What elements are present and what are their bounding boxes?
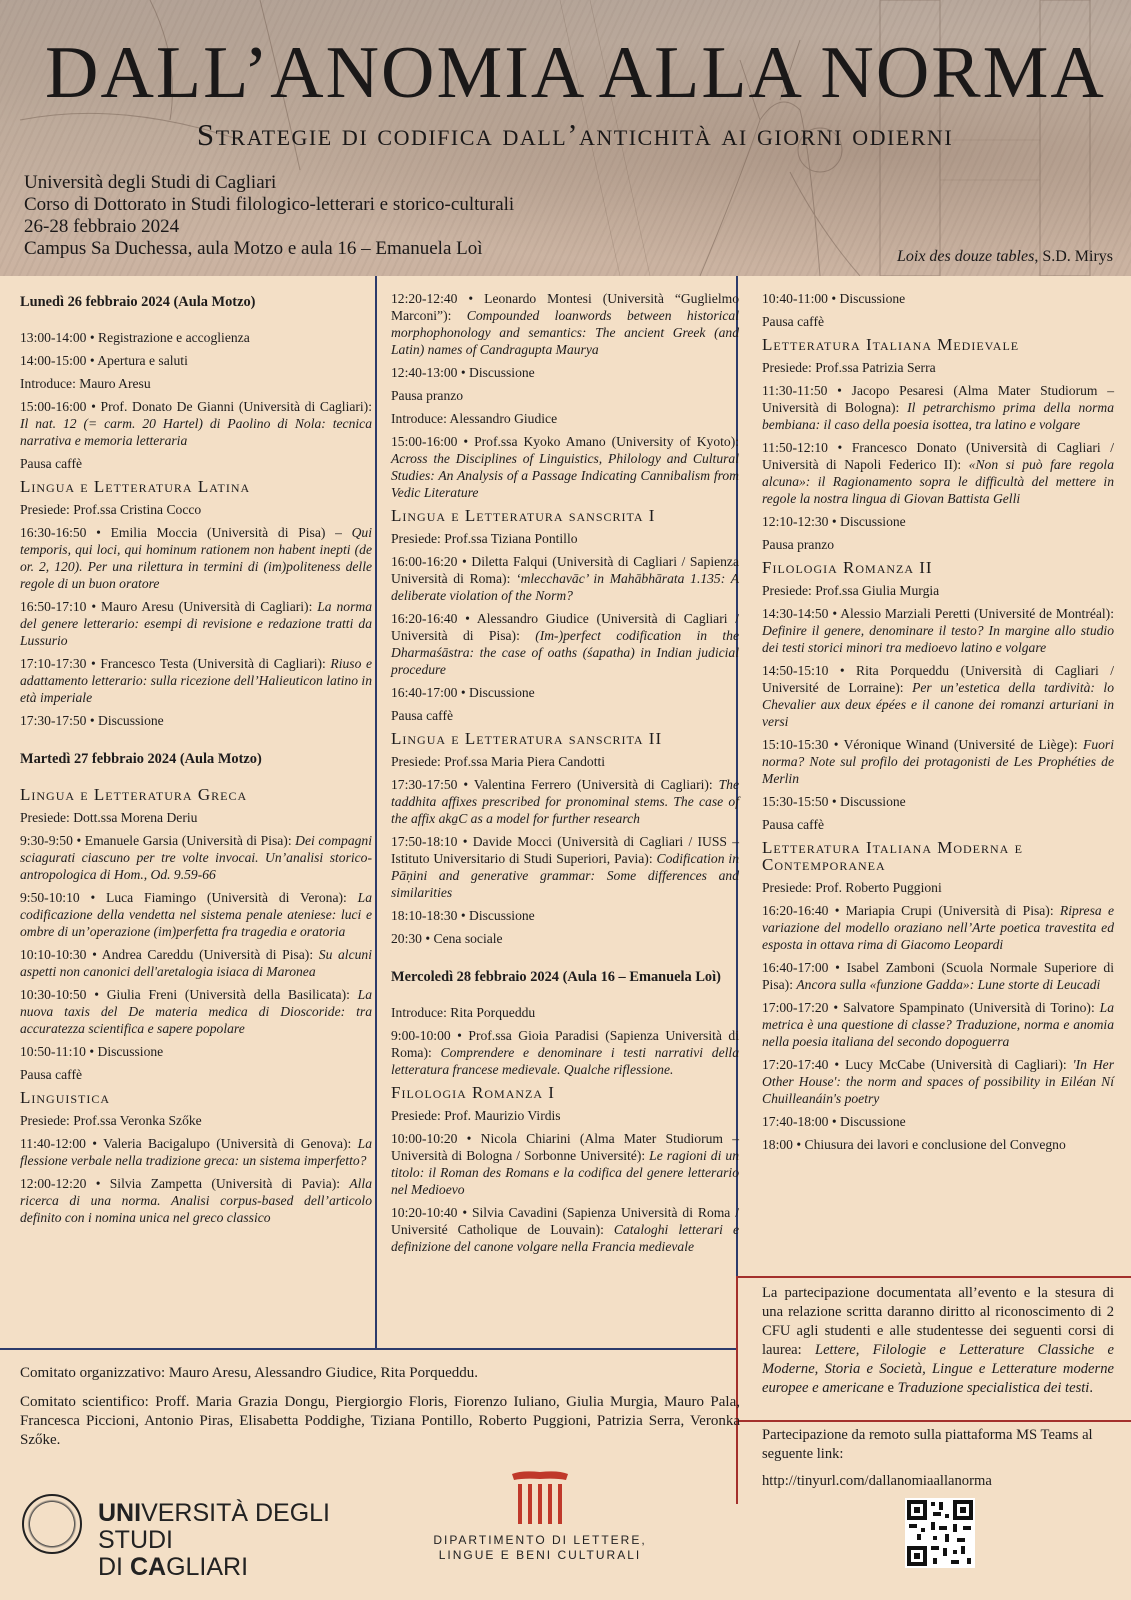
program-entry: Pausa caffè bbox=[762, 314, 825, 329]
remote-participation bbox=[762, 1426, 1114, 1499]
session-heading: Lingua e Letteratura Greca bbox=[20, 785, 248, 804]
scientific-committee: Comitato scientifico: Proff. Maria Grazia Dongu, Piergiorgio Floris, Fiorenzo Iuliano, Giulia Murgia, Mauro Pala, Francesca Piccioni, Antonio Piras, Elisabetta Poddighe, Tiziana Pontillo, Roberto Puggioni, Patrizia Serra, Veronka Szőke. bbox=[20, 1394, 740, 1448]
program-entry: 17:30-17:50 • Valentina Ferrero (Università di Cagliari): The taddhita affixes prescribed for pronominal stems. The case of the affix aka̱C as a model for further research bbox=[391, 777, 739, 826]
session-heading: Letteratura Italiana Moderna e Contemporanea bbox=[762, 838, 1023, 874]
program-entry: 17:10-17:30 • Francesco Testa (Università di Cagliari): Riuso e adattamento letterario: sulla ricezione dell’Halieuticon latino in età imperiale bbox=[20, 656, 372, 705]
program-entry: 15:00-16:00 • Prof. Donato De Gianni (Università di Cagliari): Il nat. 12 (= carm. 20 Hartel) di Paolino di Nola: tecnica narrativa e memoria letteraria bbox=[20, 399, 372, 448]
page-title: DALL’ANOMIA ALLA NORMA bbox=[45, 32, 1106, 114]
program-column-1 bbox=[20, 290, 372, 1232]
column-divider bbox=[375, 276, 377, 1350]
remote-link[interactable]: http://tinyurl.com/dallanomiaallanorma bbox=[762, 1473, 992, 1489]
program-entry: 15:00-16:00 • Prof.ssa Kyoko Amano (University of Kyoto): Across the Disciplines of Linguistics, Philology and Cultural Studies: An Analysis of a Passage Indicating Cannibalism from Vedic Literature bbox=[391, 434, 739, 500]
session-chair: Presiede: Prof.ssa Maria Piera Candotti bbox=[391, 754, 606, 769]
program-entry: 14:00-15:00 • Apertura e saluti bbox=[20, 353, 188, 368]
program-entry: 12:40-13:00 • Discussione bbox=[391, 365, 535, 380]
program-entry: 11:30-11:50 • Jacopo Pesaresi (Alma Mater Studiorum – Università di Bologna): Il petrarchismo prima della norma bembiana: il caso della poesia isottea, tra latino e volgare bbox=[762, 383, 1115, 432]
program-entry: 9:00-10:00 • Prof.ssa Gioia Paradisi (Sapienza Università di Roma): Comprendere e denominare i testi narrativi della letteratura francese medievale. Qualche riflessione. bbox=[391, 1028, 739, 1077]
program-entry: 17:30-17:50 • Discussione bbox=[20, 713, 164, 728]
program-entry: Pausa caffè bbox=[20, 456, 83, 471]
department-name-line2: LINGUE E BENI CULTURALI bbox=[438, 1548, 642, 1562]
event-venue: Campus Sa Duchessa, aula Motzo e aula 16 – Emanuela Loì bbox=[24, 238, 483, 259]
program-entry: 16:40-17:00 • Discussione bbox=[391, 685, 535, 700]
program-entry: Introduce: Rita Porqueddu bbox=[391, 1005, 536, 1020]
program-entry: 12:10-12:30 • Discussione bbox=[762, 514, 906, 529]
program-entry: 11:50-12:10 • Francesco Donato (Università di Cagliari / Università di Napoli Federico II): «Non si può fare regola alcuna»: il Ragionamento sopra le difficultà del mettere in regole la nostra lingua di Giovan Battista Gelli bbox=[762, 440, 1115, 506]
program-entry: Pausa caffè bbox=[762, 817, 825, 832]
program-entry: 14:30-14:50 • Alessio Marziali Peretti (Université de Montréal): Definire il genere, denominare il testo? In margine allo studio dei testi storici minori tra medioevo latino e volgare bbox=[762, 606, 1114, 655]
department-name-line1: DIPARTIMENTO DI LETTERE, bbox=[433, 1533, 647, 1547]
program-entry: 16:50-17:10 • Mauro Aresu (Università di Cagliari): La norma del genere letterario: esempi di revisione e redazione tratti da Lussurio bbox=[20, 599, 372, 648]
session-chair: Presiede: Prof.ssa Veronka Szőke bbox=[20, 1113, 202, 1128]
university-logo bbox=[22, 1494, 382, 1581]
session-chair: Presiede: Prof.ssa Cristina Cocco bbox=[20, 502, 202, 517]
image-credit: Loix des douze tables, S.D. Mirys bbox=[896, 248, 1113, 265]
program-entry: 17:40-18:00 • Discussione bbox=[762, 1114, 906, 1129]
program-entry: 16:20-16:40 • Alessandro Giudice (Università di Cagliari / Università di Pisa): (Im-)perfect codification in the Dharmaśāstra: the case of oaths (śapatha) in Indian judicial procedure bbox=[391, 611, 739, 677]
session-chair: Presiede: Prof. Roberto Puggioni bbox=[762, 880, 942, 895]
committees bbox=[20, 1364, 740, 1460]
column-capital-icon bbox=[508, 1470, 572, 1528]
program-entry: 16:30-16:50 • Emilia Moccia (Università di Pisa) – Qui temporis, qui loci, qui hominum rationem non habent inepti (de or. 2, 120). Per una rilettura in termini di (im)politeness delle regole di un buon oratore bbox=[20, 525, 372, 591]
session-chair: Presiede: Prof. Maurizio Virdis bbox=[391, 1108, 561, 1123]
event-dates: 26-28 febbraio 2024 bbox=[24, 216, 180, 237]
program-entry: Introduce: Mauro Aresu bbox=[20, 376, 151, 391]
event-info bbox=[24, 172, 514, 260]
university-seal-icon bbox=[22, 1494, 82, 1554]
program-entry: 17:00-17:20 • Salvatore Spampinato (Università di Torino): La metrica è una questione di classe? Traduzione, norma e anomia nella poesia italiana del secondo dopoguerra bbox=[762, 1000, 1114, 1049]
program-entry: 20:30 • Cena sociale bbox=[391, 931, 503, 946]
session-heading: Filologia Romanza I bbox=[391, 1083, 555, 1102]
session-heading: Lingua e Letteratura sanscrita I bbox=[391, 506, 656, 525]
program-column-2 bbox=[391, 290, 739, 1261]
section-divider bbox=[736, 1420, 1131, 1422]
session-heading: Lingua e Letteratura Latina bbox=[20, 477, 251, 496]
program-entry: Pausa pranzo bbox=[762, 537, 835, 552]
program-column-3 bbox=[762, 290, 1114, 1159]
session-heading: Linguistica bbox=[20, 1088, 111, 1107]
section-divider bbox=[736, 1276, 1131, 1278]
program-entry: 9:30-9:50 • Emanuele Garsia (Università di Pisa): Dei compagni sciagurati ciascuno per tre volte invocai. Un’analisi storico-antropologica di Hom., Od. 9.59-66 bbox=[20, 833, 372, 882]
program-entry: 16:00-16:20 • Diletta Falqui (Università di Cagliari / Sapienza Università di Roma): ‘mlecchavāc’ in Mahābhārata 1.135: A deliberate violation of the Norm? bbox=[391, 554, 740, 603]
program-entry: 17:20-17:40 • Lucy McCabe (Università di Cagliari): 'In Her Other House': the norm and spaces of possibility in Eiléan Ní Chuilleanáin's poetry bbox=[762, 1057, 1114, 1106]
session-chair: Presiede: Prof.ssa Giulia Murgia bbox=[762, 583, 940, 598]
university-logo-text: UNIVERSITÀ DEGLI STUDI DI CAGLIARI bbox=[98, 1499, 331, 1581]
program-entry: Introduce: Alessandro Giudice bbox=[391, 411, 558, 426]
program-entry: 10:30-10:50 • Giulia Freni (Università della Basilicata): La nuova taxis del De materia medica di Dioscoride: tra accuratezza scientifica e sapere popolare bbox=[20, 987, 372, 1036]
program-entry: 14:50-15:10 • Rita Porqueddu (Università di Cagliari / Université de Lorraine): Per un’estetica della tardività: lo Chevalier aux deux épées e il canone dei romanzi arturiani in versi bbox=[762, 663, 1114, 729]
program-entry: 16:40-17:00 • Isabel Zamboni (Scuola Normale Superiore di Pisa): Ancora sulla «funzione Gadda»: Lune storte di Leucadi bbox=[762, 960, 1114, 992]
program-entry: 10:10-10:30 • Andrea Careddu (Università di Pisa): Su alcuni aspetti non canonici dell'aretalogia isiaca di Maronea bbox=[20, 947, 372, 979]
session-heading: Letteratura Italiana Medievale bbox=[762, 335, 1020, 354]
day-heading: Martedì 27 febbraio 2024 (Aula Motzo) bbox=[20, 751, 262, 767]
program-entry: 13:00-14:00 • Registrazione e accoglienza bbox=[20, 330, 250, 345]
header-banner bbox=[0, 0, 1131, 276]
program-entry: 12:00-12:20 • Silvia Zampetta (Università di Pavia): Alla ricerca di una norma. Analisi corpus-based dell’articolo definito con i nomina unica nel greco classico bbox=[20, 1176, 372, 1225]
program-entry: 10:50-11:10 • Discussione bbox=[20, 1044, 164, 1059]
program-entry: 10:00-10:20 • Nicola Chiarini (Alma Mater Studiorum – Università di Bologna / Sorbonne Université): Le ragioni di un titolo: il Roman des Romans e la codifica del genere letterario nel Medioevo bbox=[391, 1131, 739, 1197]
doctorate-course: Corso di Dottorato in Studi filologico-letterari e storico-culturali bbox=[24, 194, 515, 215]
remote-text: Partecipazione da remoto sulla piattaforma MS Teams al seguente link: bbox=[762, 1427, 1093, 1462]
university-name: Università degli Studi di Cagliari bbox=[24, 172, 277, 193]
session-chair: Presiede: Dott.ssa Morena Deriu bbox=[20, 810, 198, 825]
qr-code-icon[interactable] bbox=[905, 1498, 975, 1568]
program-entry: 16:20-16:40 • Mariapia Crupi (Università di Pisa): Ripresa e variazione del modello oraziano nell’Arte poetica travestita ed esposta in ottava rima di Giacomo Leopardi bbox=[762, 903, 1114, 952]
program-entry: Pausa pranzo bbox=[391, 388, 464, 403]
page-subtitle: Strategie di codifica dall’antichità ai giorni odierni bbox=[196, 117, 954, 152]
program-entry: 15:30-15:50 • Discussione bbox=[762, 794, 906, 809]
program-entry: 10:40-11:00 • Discussione bbox=[762, 291, 906, 306]
session-heading: Filologia Romanza II bbox=[762, 558, 933, 577]
organizing-committee: Comitato organizzativo: Mauro Aresu, Alessandro Giudice, Rita Porqueddu. bbox=[20, 1365, 478, 1381]
program-entry: Pausa caffè bbox=[391, 708, 454, 723]
session-heading: Lingua e Letteratura sanscrita II bbox=[391, 729, 663, 748]
program-entry: 18:00 • Chiusura dei lavori e conclusione del Convegno bbox=[762, 1137, 1066, 1152]
section-divider bbox=[0, 1348, 738, 1350]
day-heading: Lunedì 26 febbraio 2024 (Aula Motzo) bbox=[20, 294, 256, 310]
program-entry: 18:10-18:30 • Discussione bbox=[391, 908, 535, 923]
program-entry: Pausa caffè bbox=[20, 1067, 83, 1082]
cfu-notice: La partecipazione documentata all’evento e la stesura di una relazione scritta daranno diritto al riconoscimento di 2 CFU agli studenti e alle studentesse dei seguenti corsi di laurea: Lettere, Filologie e Letterature Classiche e Moderne, Storia e Società, Lingue e Letterature moderne europee e americane e Traduzione specialistica dei testi. bbox=[762, 1285, 1114, 1396]
department-logo bbox=[420, 1470, 660, 1563]
program-entry: 9:50-10:10 • Luca Fiamingo (Università di Verona): La codificazione della vendetta nel sistema penale ateniese: luci e ombre di un’operazione (im)perfetta fra tragedia e oratoria bbox=[20, 890, 372, 939]
session-chair: Presiede: Prof.ssa Patrizia Serra bbox=[762, 360, 936, 375]
program-entry: 10:20-10:40 • Silvia Cavadini (Sapienza Università di Roma / Université Catholique de Louvain): Cataloghi letterari e definizione del canone volgare nella Francia medievale bbox=[391, 1205, 739, 1254]
program-entry: 11:40-12:00 • Valeria Bacigalupo (Università di Genova): La flessione verbale nella tradizione greca: un sistema imperfetto? bbox=[20, 1136, 372, 1168]
program-entry: 17:50-18:10 • Davide Mocci (Università di Cagliari / IUSS – Istituto Universitario di Studi Superiori, Pavia): Codification in Pāṇini and generative grammar: Some differences and similarities bbox=[391, 834, 739, 900]
session-chair: Presiede: Prof.ssa Tiziana Pontillo bbox=[391, 531, 578, 546]
program-entry: 12:20-12:40 • Leonardo Montesi (Università “Guglielmo Marconi”): Compounded loanwords between historical morphophonology and semantics: The ancient Greek (and Latin) names of Candragupta Maurya bbox=[391, 291, 739, 357]
day-heading: Mercoledì 28 febbraio 2024 (Aula 16 – Emanuela Loì) bbox=[391, 969, 721, 985]
program-entry: 15:10-15:30 • Véronique Winand (Université de Liège): Fuori norma? Note sul profilo dei protagonisti de Les Prophéties de Merlin bbox=[762, 737, 1114, 786]
